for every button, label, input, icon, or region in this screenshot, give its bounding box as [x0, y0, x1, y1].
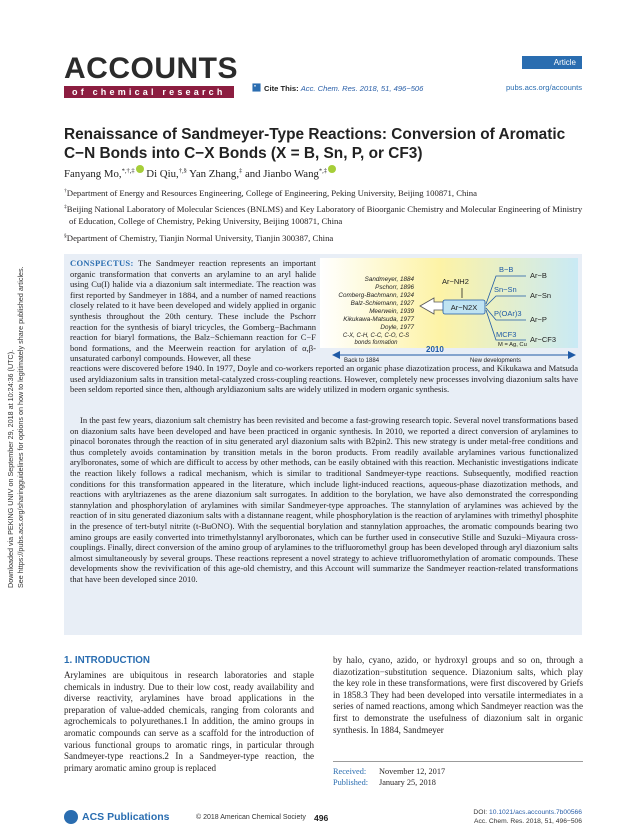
author-name[interactable]: Fanyang Mo,: [64, 168, 122, 180]
download-note: [4, 248, 38, 588]
named-reaction: Pschorr, 1896: [375, 284, 414, 291]
affiliation: †Department of Energy and Resources Engineering, College of Engineering, Peking University, Beijing 100871, China: [64, 187, 477, 198]
affiliation: ‡Beijing National Laboratory of Molecular Sciences (BNLMS) and Key Laboratory of Bioorganic Chemistry and Molecular Engineering of Ministry of Education, College of Chemistry, Peking University, Beijing 100871, China: [64, 204, 583, 226]
timeline-right-arrow-icon: [568, 351, 576, 359]
year-label: 2010: [426, 345, 444, 354]
svg-text:": ": [253, 83, 257, 92]
author-name[interactable]: Di Qiu,: [146, 168, 179, 180]
metal-note: M = Ag, Cu: [498, 342, 527, 348]
new-developments-label: New developments: [470, 358, 522, 364]
product-label: Ar−P: [530, 315, 547, 324]
product-label: Ar−CF3: [530, 335, 557, 344]
orcid-icon[interactable]: [136, 165, 144, 173]
acs-logo-icon[interactable]: [64, 810, 78, 824]
author-affil-mark: *,‡: [318, 167, 328, 175]
author-affil-mark: *,†,‡: [121, 167, 135, 175]
named-reaction: Meerwein, 1939: [369, 308, 414, 315]
publisher-name[interactable]: ACS Publications: [82, 811, 170, 823]
intro-right-column: by halo, cyano, azido, or hydroxyl groups and so on, through a diazotization−substitution sequence. Diazonium salts, which play the key role in these transformations, were first discovered by Griefs in 1858.3 They had been developed into versatile intermediates in a series of named reactions, among which Sandmeyer reaction was the first to demonstrate the usefulness of diazonium salt in organic synthesis. In 1884, Sandmeyer: [333, 655, 583, 735]
copyright: © 2018 American Chemical Society: [196, 814, 306, 821]
amine-reagent: Ar−NH2: [442, 277, 469, 286]
named-reaction: Sandmeyer, 1884: [364, 276, 414, 283]
received-date: November 12, 2017: [379, 767, 446, 776]
journal-citation: Acc. Chem. Res. 2018, 51, 496−506: [474, 817, 582, 825]
cite-prefix: Cite This:: [264, 84, 299, 93]
named-reaction: Kikukawa-Matsuda, 1977: [343, 316, 414, 323]
author-name[interactable]: Yan Zhang,: [189, 168, 240, 180]
reagent-label: Sn−Sn: [494, 285, 517, 294]
orcid-icon[interactable]: [328, 165, 336, 173]
author-affil-mark: †,§: [178, 167, 187, 175]
reagent-label: MCF3: [496, 330, 517, 339]
published-date: January 25, 2018: [379, 778, 436, 787]
product-label: Ar−Sn: [530, 291, 552, 300]
author-list: [64, 165, 336, 180]
author-affil-mark: ‡: [239, 167, 243, 175]
download-note-line1: Downloaded via PEKING UNIV on September 29, 2018 at 10:24:36 (UTC).: [6, 349, 15, 588]
product-label: Ar−B: [530, 271, 547, 280]
reagent-label: B−B: [499, 265, 514, 274]
dates-divider: [333, 761, 583, 762]
cite-reference-link[interactable]: Acc. Chem. Res. 2018, 51, 496−506: [300, 84, 424, 93]
journal-url-link[interactable]: pubs.acs.org/accounts: [506, 83, 582, 92]
timeline-left-arrow-icon: [332, 351, 340, 359]
author-name[interactable]: and Jianbo Wang: [244, 168, 319, 180]
doi-block: [473, 809, 582, 826]
article-title: Renaissance of Sandmeyer-Type Reactions: Conversion of Aromatic C−N Bonds into C−X Bonds (X = B, Sn, P, or CF3): [64, 126, 566, 162]
affiliation: §Department of Chemistry, Tianjin Normal University, Tianjin 300387, China: [64, 232, 334, 243]
doi-link[interactable]: 10.1021/acs.accounts.7b00566: [489, 809, 582, 816]
page-number: 496: [314, 813, 329, 823]
publication-dates: [333, 766, 445, 788]
reagent-label: P(OAr)3: [494, 309, 522, 318]
named-reaction: Doyle, 1977: [380, 324, 414, 331]
diazonium-label: Ar−N2X: [450, 303, 478, 312]
bond-formations: C-X, C-H, C-C, C-O, C-S: [342, 333, 410, 339]
conspectus-paragraph-2: In the past few years, diazonium salt chemistry has been revisited and become a fast-growing research topic. Several novel transformations based on diazonium salts have been developed and have been practiced in organic synthesis. In 2010, we reported a direct conversion of arylamines to pinacol boronates through the reaction of in situ generated aryl diazonium salts with B2pin2. This new strategy is under metal-free conditions and thus completely avoids contamination by transition metals in the boron products. From readily available arylamines various functionalized arylboronates, some of which are difficult to access by other methods, can be easily obtained with this reaction. Mechanistic investigations indicate the reaction likely follows a radical mechanism, which is similar to traditional Sandmeyer-type reactions. Subsequently, modified reaction conditions for this transformation appeared in the literature, which include light-induced reactions, aqueous-phase diazotization methods, and reactions with aryltriazenes as the arene diazonium salt surrogates. In addition to the borylation, we have also demonstrated the corresponding stannylation and phosphorylation of arylamines with similar Sandmeyer-type approaches. The stannylation of arylamines was achieved by the reaction of in situ generated diazonium salts with a distannane reagent, while phosphorylation is the reaction of arylamines with trimethyl phosphite in the presence of tert-butyl nitrite (t-BuONO). With the sequential borylation and stannylation approaches, the aromatic compounds bearing two amino groups are easily converted into trimethylstannyl arylboronates, which can be further used in consecutive Stille and Suzuki−Miyaura cross-couplings. Finally, direct conversion of the amino group of arylamines to the trifluoromethyl group has been developed through aryl diazonium salts almost simultaneously by several groups. These reactions represent a novel strategy to achieve trifluoromethylation of aromatic compounds. These developments show the revivification of this age-old chemistry, and this Account will summarize the Sandmeyer reaction-related transformations that have been developed since 2010.: [70, 415, 578, 584]
cite-this[interactable]: [252, 83, 423, 93]
toc-graphic: [320, 258, 578, 364]
back-label: Back to 1884: [344, 358, 380, 364]
cite-icon: [252, 83, 261, 92]
bond-formations-2: bonds formation: [354, 340, 398, 346]
journal-logo[interactable]: ACCOUNTS: [64, 52, 238, 85]
page-footer: [64, 808, 582, 830]
conspectus-label: CONSPECTUS:: [70, 258, 134, 268]
masthead: [64, 54, 582, 106]
received-label: Received:: [333, 767, 367, 776]
conspectus-paragraph-1a: CONSPECTUS: The Sandmeyer reaction represents an important organic transformation that converts an arylamine to an aryl halide using Cu(I) halide via a diazonium salt intermediate. The reaction was first reported by Sandmeyer in 1884, and a number of named reactions closely related to it have been developed and widely applied in organic synthesis throughout the 20th century. These include the Pschorr reaction for the synthesis of biaryl tricycles, the Gomberg−Bachmann reaction for biaryl formations, the Balz−Schiemann reaction for C−F bond formations, and the Meerwein reaction for arylation of α,β-unsaturated carbonyl compounds. However, all these: [70, 258, 317, 364]
affiliations: [64, 186, 584, 247]
intro-left-column: Arylamines are ubiquitous in research laboratories and staple chemicals in industry. Due to their low cost, ready availability and diverse reactivity, arylamines have broad applications in the preparation of value-added chemicals, ranging from colorants and agrochemicals to polyurethanes.1 In addition, the amino groups in aromatic compounds can serve as a scaffold for the introduction of various functional groups to aromatic rings, in particular through Sandmeyer-type reactions.2 In a Sandmeyer-type reaction, the primary aromatic amino group is replaced: [64, 670, 314, 773]
article-type-badge: Article: [522, 56, 582, 69]
conspectus-paragraph-1b: reactions were discovered before 1940. In 1977, Doyle and co-workers reported an organic phase diazotization process, and Kikukawa and Matsuda used aryldiazonium salts in transition metal-catalyzed cross-coupling reactions. However, completely new processes involving diazonium salts have been seldom reported since then, although aryldiazonium salts are widely utilized in modern organic synthesis.: [70, 363, 578, 395]
section-title: 1. INTRODUCTION: [64, 655, 150, 666]
named-reaction: Balz-Schiemann, 1927: [350, 300, 414, 307]
published-label: Published:: [333, 778, 369, 787]
download-note-line2: See https://pubs.acs.org/sharingguidelines for options on how to legitimately share published articles.: [16, 266, 25, 588]
journal-logo-subtitle: of chemical research: [72, 87, 226, 97]
named-reaction: Comberg-Bachmann, 1924: [338, 292, 414, 299]
doi-label: DOI:: [473, 809, 490, 816]
